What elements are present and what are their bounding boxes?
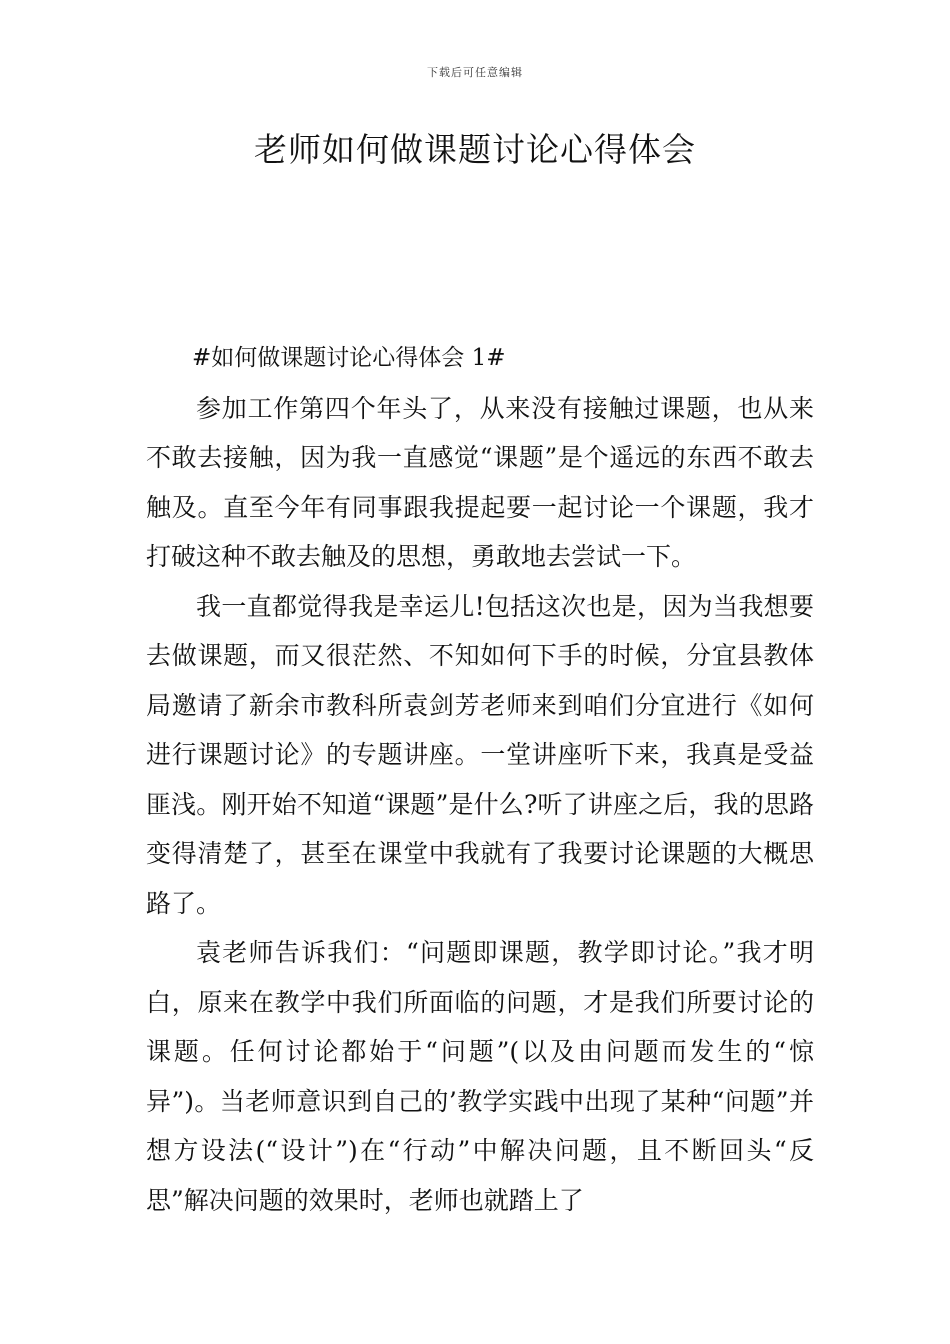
paragraph-1: 参加工作第四个年头了，从来没有接触过课题，也从来不敢去接触，因为我一直感觉“课题”是个遥远的东西不敢去触及。直至今年有同事跟我提起要一起讨论一个课题，我才打破这种不敢去触及的思想，勇敢地去尝试一下。 [146,393,814,571]
paragraph-2: 我一直都觉得我是幸运儿!包括这次也是，因为当我想要去做课题，而又很茫然、不知如何下手的时候，分宜县教体局邀请了新余市教科所袁剑芳老师来到咱们分宜进行《如何进行课题讨论》的专题讲座。一堂讲座听下来，我真是受益匪浅。刚开始不知道“课题”是什么?听了讲座之后，我的思路变得清楚了，甚至在课堂中我就有了我要讨论课题的大概思路了。 [146,591,814,918]
header-note: 下载后可任意编辑 [427,66,523,79]
document-body [146,334,814,1225]
document-title: 老师如何做课题讨论心得体会 [254,130,696,169]
paragraph-3: 袁老师告诉我们：“问题即课题，教学即讨论。”我才明白，原来在教学中我们所面临的问题，才是我们所要讨论的课题。任何讨论都始于“问题”(以及由问题而发生的“惊异”)。当老师意识到自己的’教学实践中出现了某种“问题”并想方设法(“设计”)在“行动”中解决问题，且不断回头“反思”解决问题的效果时，老师也就踏上了 [146,938,814,1215]
section-heading: #如何做课题讨论心得体会 1# [192,345,506,371]
